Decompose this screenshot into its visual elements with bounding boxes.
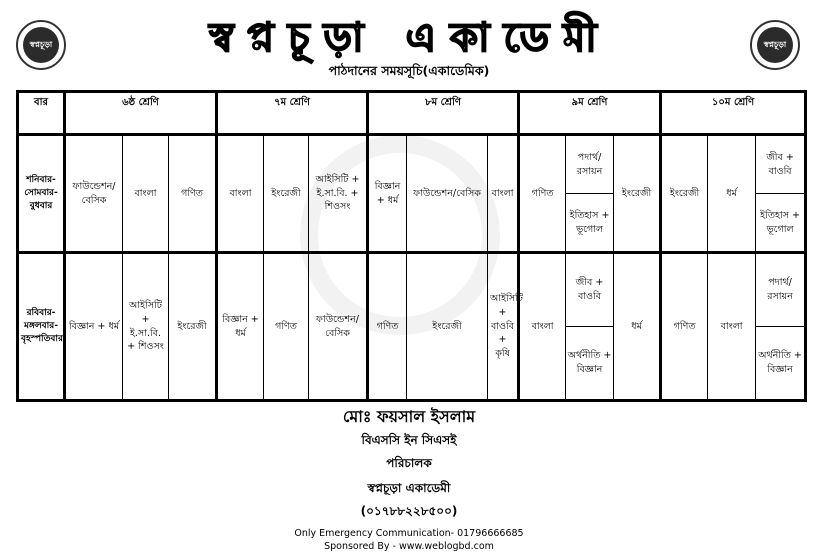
split-subject-cell (566, 135, 614, 253)
subject-cell-bottom: ইতিহাস + ভূগোল (756, 193, 804, 251)
emergency-contact: Only Emergency Communication- 01796666685 (294, 528, 524, 539)
table-row (18, 253, 806, 401)
subject-cell: ইংরেজী (661, 135, 708, 253)
director-name: মোঃ ফয়সাল ইসলাম (342, 407, 476, 426)
subject-cell: ফাউন্ডেশন/বেসিক (65, 135, 123, 253)
subject-cell: আইসিটি + ই.সা.বি. + শিওসং (309, 135, 368, 253)
day-cell: শনিবার-সোমবার-বুধবার (18, 135, 65, 253)
subject-cell: বিজ্ঞান + ধর্ম (217, 253, 264, 401)
table-row (18, 135, 806, 253)
subject-cell: বিজ্ঞান + ধর্ম (368, 135, 407, 253)
contact-phone: (০১৭৮৮২২৮৫০০) (360, 504, 458, 518)
subject-cell-top: পদার্থ/রসায়ন (576, 151, 603, 177)
subject-cell: ধর্ম (614, 253, 661, 401)
director-role: পরিচালক (386, 456, 432, 470)
subject-cell: গণিত (169, 135, 217, 253)
day-column-header: বার (18, 92, 65, 135)
subject-cell: ইংরেজী (264, 135, 309, 253)
subject-cell: আইসিটি + বাওবি + কৃষি (488, 253, 519, 401)
subject-cell: বিজ্ঞান + ধর্ম (65, 253, 123, 401)
subject-cell: ইংরেজী (614, 135, 661, 253)
split-subject-cell (566, 253, 614, 401)
split-subject-cell (756, 135, 806, 253)
subject-cell: গণিত (264, 253, 309, 401)
class-9-header: ৯ম শ্রেণি (519, 92, 661, 135)
class-routine-table (16, 90, 807, 402)
sponsor-line: Sponsored By - www.weblogbd.com (324, 541, 494, 552)
logo-text: স্বপ্নচূড়া (757, 27, 793, 63)
day-cell: রবিবার-মঙ্গলবার-বৃহস্পতিবার (18, 253, 65, 401)
subject-cell: বাংলা (123, 135, 169, 253)
table-header-row (18, 92, 806, 135)
class-8-header: ৮ম শ্রেণি (368, 92, 519, 135)
schedule-subtitle: পাঠদানের সময়সূচি(একাডেমিক) (328, 63, 490, 78)
subject-cell: ফাউন্ডেশন/বেসিক (407, 135, 488, 253)
subject-cell: গণিত (661, 253, 708, 401)
academy-title-banner: স্বপ্নচূড়া একাডেমী (209, 14, 611, 61)
subject-cell: বাংলা (488, 135, 519, 253)
subject-cell-bottom: অর্থনীতি + বিজ্ঞান (566, 326, 613, 399)
subject-cell: ইংরেজী (407, 253, 488, 401)
subject-cell: বাংলা (708, 253, 756, 401)
academy-name: স্বপ্নচূড়া একাডেমী (367, 481, 451, 495)
director-degree: বিএসসি ইন সিএসই (361, 433, 457, 447)
subject-cell: বাংলা (217, 135, 264, 253)
split-subject-cell (756, 253, 806, 401)
class-7-header: ৭ম শ্রেণি (217, 92, 368, 135)
subject-cell-bottom: ইতিহাস + ভূগোল (566, 193, 613, 251)
subject-cell: বাংলা (519, 253, 566, 401)
subject-cell: ইংরেজী (169, 253, 217, 401)
subject-cell-top: পদার্থ/রসায়ন (767, 277, 793, 303)
logo-text: স্বপ্নচূড়া (23, 27, 59, 63)
subject-cell: ধর্ম (708, 135, 756, 253)
subject-cell: গণিত (519, 135, 566, 253)
subject-cell: ফাউন্ডেশন/বেসিক (309, 253, 368, 401)
subject-cell: আইসিটি + ই.সা.বি. + শিওসং (123, 253, 169, 401)
subject-cell-bottom: অর্থনীতি + বিজ্ঞান (756, 326, 804, 399)
class-6-header: ৬ষ্ঠ শ্রেণি (65, 92, 217, 135)
class-10-header: ১০ম শ্রেণি (661, 92, 806, 135)
subject-cell-top: জীব + বাওবি (766, 151, 794, 177)
subject-cell-top: জীব + বাওবি (575, 277, 604, 303)
subject-cell: গণিত (368, 253, 407, 401)
